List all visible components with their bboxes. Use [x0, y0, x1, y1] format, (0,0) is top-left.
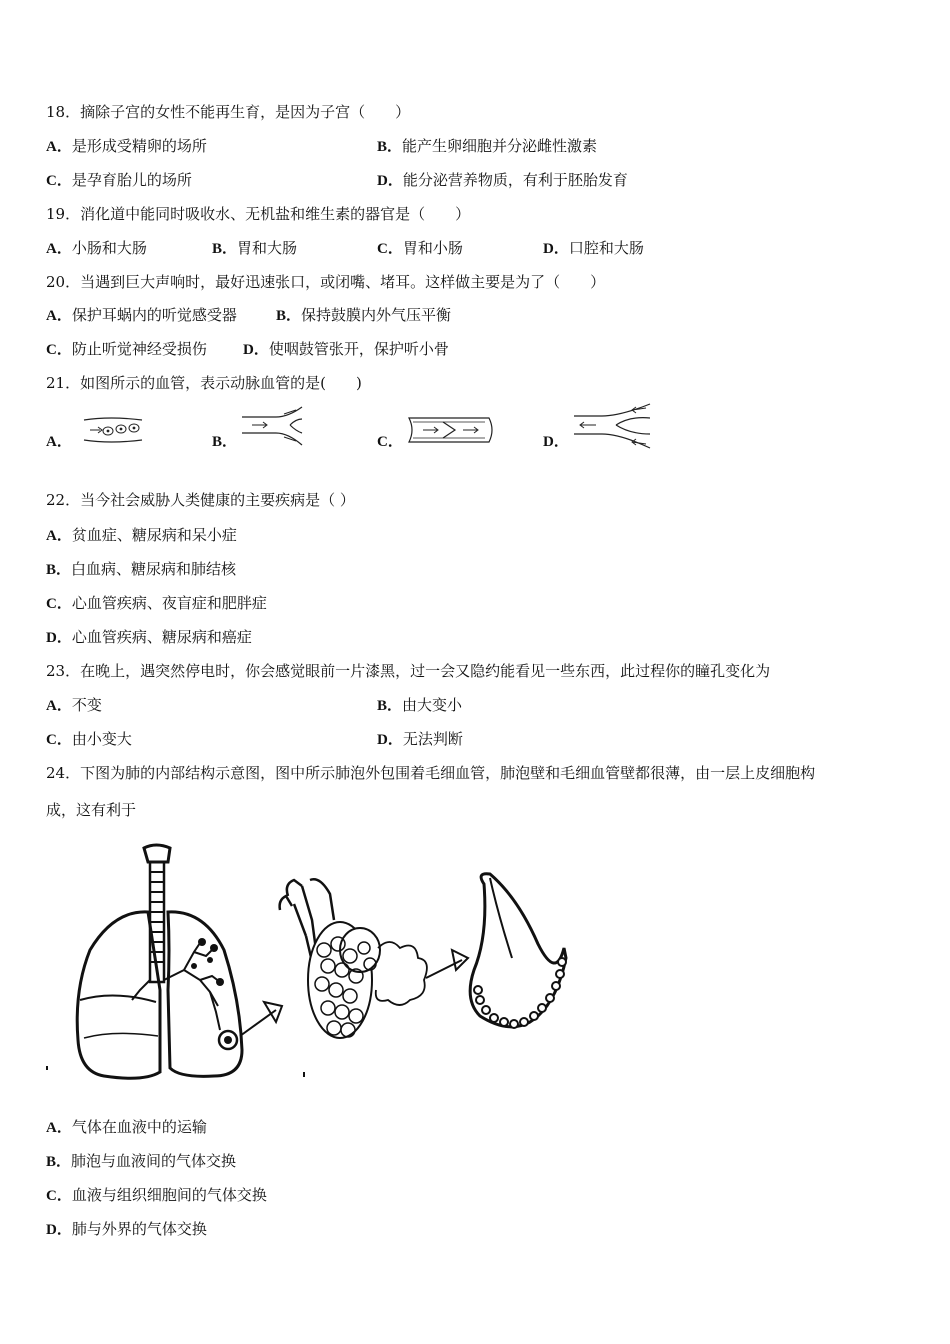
option-text: 保持鼓膜内外气压平衡: [301, 306, 452, 324]
option-letter: A．: [46, 434, 72, 450]
option-text: 肺与外界的气体交换: [71, 1220, 207, 1238]
option-letter: B．: [212, 241, 238, 257]
q19-option-d[interactable]: [543, 238, 644, 259]
q21-option-b[interactable]: [212, 431, 237, 452]
q24-option-d[interactable]: [46, 1219, 207, 1240]
lung-structure-figure: [44, 840, 584, 1090]
option-letter: A．: [46, 308, 72, 324]
option-letter: C．: [46, 596, 72, 612]
option-text: 白血病、糖尿病和肺结核: [71, 560, 237, 578]
option-text: 不变: [71, 696, 102, 714]
option-text: 能分泌营养物质，有利于胚胎发育: [402, 171, 628, 189]
option-letter: A．: [46, 698, 72, 714]
q24-stem-line1: 24．下图为肺的内部结构示意图，图中所示肺泡外包围着毛细血管，肺泡壁和毛细血管壁都很薄，由一层上皮细胞构: [46, 764, 816, 782]
option-letter: D．: [543, 241, 569, 257]
q23-option-c[interactable]: [46, 729, 132, 750]
option-text: 心血管疾病、夜盲症和肥胖症: [71, 594, 267, 612]
option-letter: B．: [46, 1154, 72, 1170]
option-letter: B．: [377, 139, 403, 155]
option-letter: A．: [46, 139, 72, 155]
option-text: 无法判断: [402, 730, 463, 748]
option-letter: B．: [276, 308, 302, 324]
option-text: 保护耳蜗内的听觉感受器: [71, 306, 237, 324]
q20-option-d[interactable]: [243, 339, 449, 360]
q23-stem: 23．在晚上，遇突然停电时，你会感觉眼前一片漆黑，过一会又隐约能看见一些东西，此过程你的瞳孔变化为: [46, 662, 771, 680]
option-text: 是孕育胎儿的场所: [71, 171, 192, 189]
option-letter: C．: [46, 1188, 72, 1204]
option-text: 气体在血液中的运输: [71, 1118, 207, 1136]
option-text: 胃和小肠: [402, 239, 463, 257]
option-letter: B．: [377, 698, 403, 714]
option-letter: C．: [377, 241, 403, 257]
option-letter: C．: [46, 732, 72, 748]
option-text: 由大变小: [402, 696, 463, 714]
q20-option-a[interactable]: [46, 305, 237, 326]
q20-option-b[interactable]: [276, 305, 451, 326]
vessel-merging-figure: [572, 402, 654, 450]
q21-option-c[interactable]: [377, 431, 403, 452]
q24-option-b[interactable]: [46, 1151, 236, 1172]
q18-option-b[interactable]: [377, 136, 597, 157]
option-letter: C．: [46, 342, 72, 358]
vessel-with-valve-figure: [407, 414, 497, 446]
option-text: 由小变大: [71, 730, 132, 748]
q18-option-a[interactable]: [46, 136, 207, 157]
option-letter: D．: [46, 1222, 72, 1238]
q23-option-a[interactable]: [46, 695, 102, 716]
q19-option-b[interactable]: [212, 238, 297, 259]
option-text: 能产生卵细胞并分泌雌性激素: [402, 137, 598, 155]
option-letter: D．: [377, 732, 403, 748]
option-letter: D．: [46, 630, 72, 646]
q18-option-d[interactable]: [377, 170, 628, 191]
q20-stem: 20．当遇到巨大声响时，最好迅速张口，或闭嘴、堵耳。这样做主要是为了（ ）: [46, 273, 606, 291]
q19-option-a[interactable]: [46, 238, 147, 259]
vessel-cross-section-figure: [80, 414, 146, 446]
q19-stem: 19．消化道中能同时吸收水、无机盐和维生素的器官是（ ）: [46, 205, 471, 223]
option-letter: C．: [46, 173, 72, 189]
q22-stem: 22．当今社会威胁人类健康的主要疾病是（ ）: [46, 491, 355, 509]
q24-stem-line2: 成，这有利于: [46, 801, 137, 819]
option-letter: D．: [543, 434, 569, 450]
option-letter: D．: [243, 342, 269, 358]
option-text: 胃和大肠: [237, 239, 298, 257]
q23-option-d[interactable]: [377, 729, 463, 750]
option-letter: D．: [377, 173, 403, 189]
option-letter: A．: [46, 1120, 72, 1136]
option-text: 肺泡与血液间的气体交换: [71, 1152, 237, 1170]
option-letter: B．: [212, 434, 238, 450]
option-text: 是形成受精卵的场所: [71, 137, 207, 155]
q24-option-c[interactable]: [46, 1185, 267, 1206]
option-text: 小肠和大肠: [71, 239, 147, 257]
q21-option-d[interactable]: [543, 431, 569, 452]
option-text: 贫血症、糖尿病和呆小症: [71, 526, 237, 544]
option-letter: A．: [46, 528, 72, 544]
vessel-branching-figure: [240, 405, 306, 447]
option-text: 血液与组织细胞间的气体交换: [71, 1186, 267, 1204]
q19-option-c[interactable]: [377, 238, 463, 259]
q18-stem: 18．摘除子宫的女性不能再生育，是因为子宫（ ）: [46, 103, 411, 121]
option-text: 口腔和大肠: [568, 239, 644, 257]
q22-option-c[interactable]: [46, 593, 267, 614]
q18-option-c[interactable]: [46, 170, 192, 191]
q22-option-d[interactable]: [46, 627, 252, 648]
option-letter: A．: [46, 241, 72, 257]
option-letter: C．: [377, 434, 403, 450]
q23-option-b[interactable]: [377, 695, 462, 716]
q20-option-c[interactable]: [46, 339, 207, 360]
q22-option-a[interactable]: [46, 525, 237, 546]
q22-option-b[interactable]: [46, 559, 236, 580]
option-letter: B．: [46, 562, 72, 578]
q21-option-a[interactable]: [46, 431, 72, 452]
q24-option-a[interactable]: [46, 1117, 207, 1138]
q21-stem: 21．如图所示的血管，表示动脉血管的是( ): [46, 374, 362, 392]
option-text: 心血管疾病、糖尿病和癌症: [71, 628, 252, 646]
option-text: 使咽鼓管张开，保护听小骨: [268, 340, 449, 358]
option-text: 防止听觉神经受损伤: [71, 340, 207, 358]
